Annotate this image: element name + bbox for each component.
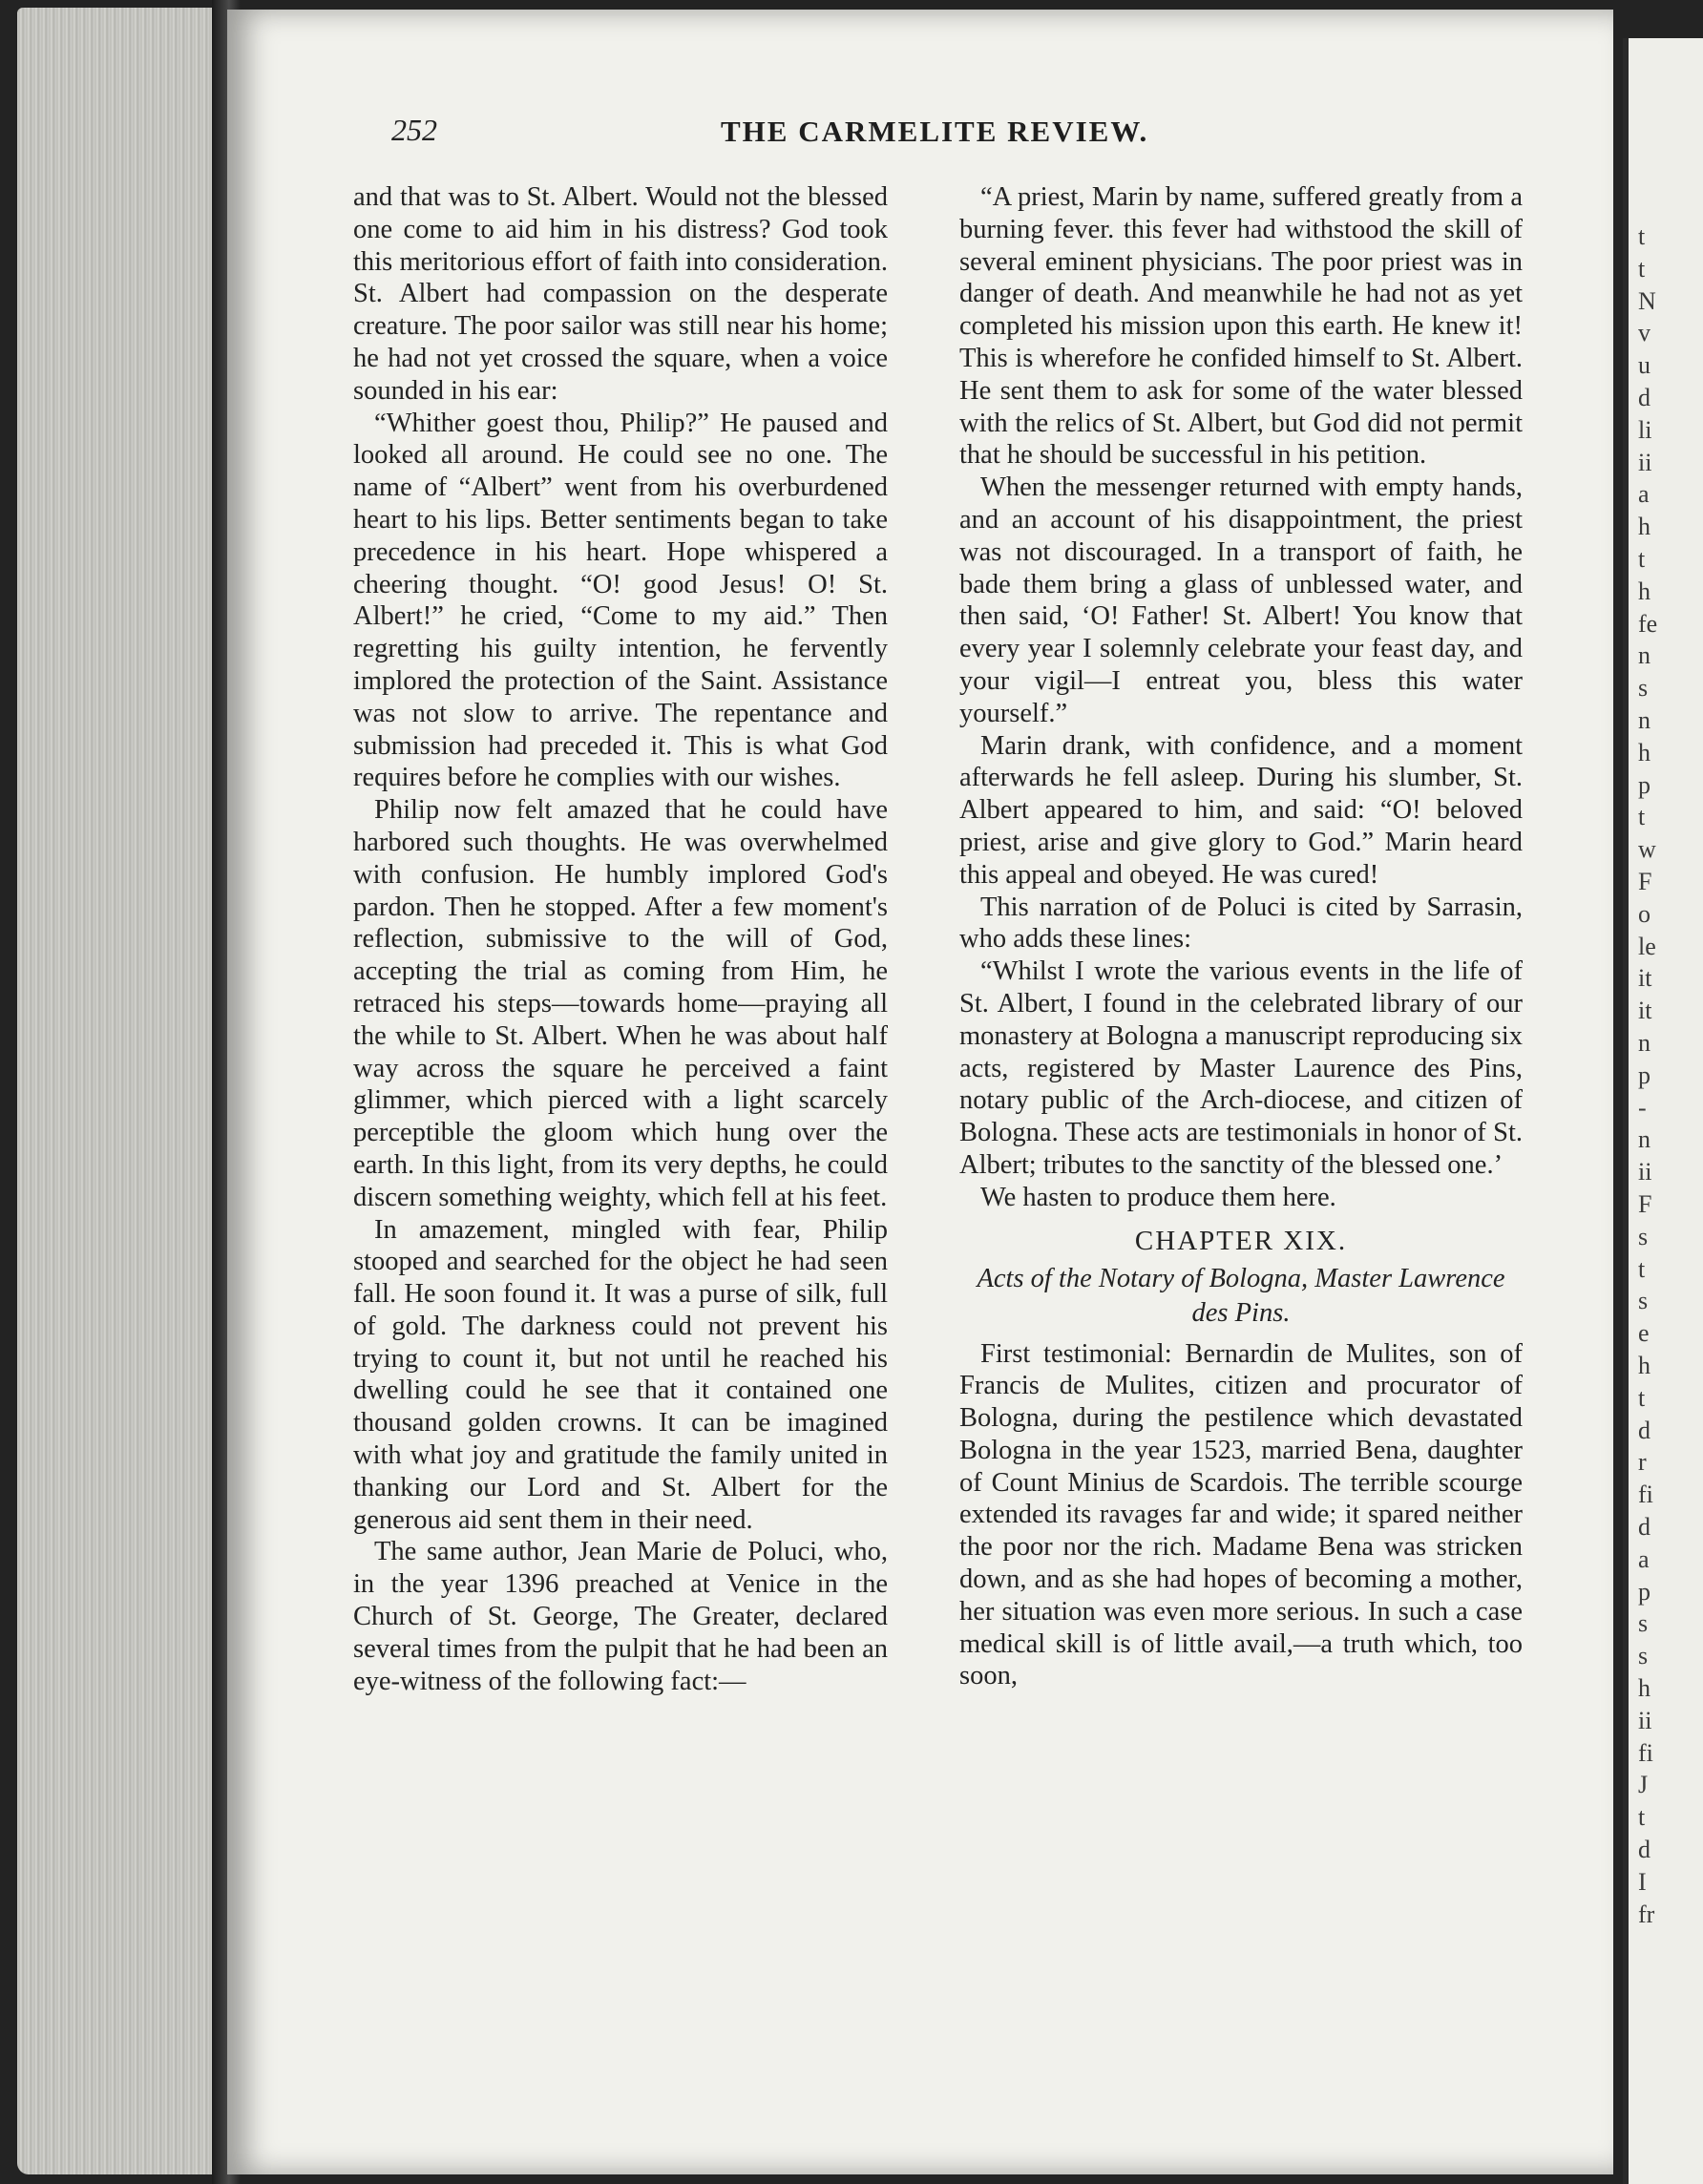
next-page-letter: n <box>1638 1029 1650 1057</box>
next-page-letter: n <box>1638 706 1650 734</box>
paragraph: and that was to St. Albert. Would not the blessed one come to aid him in his distress? God took this meritorious effort of faith into consideration. St. Albert had compassion on the desperate creature. The poor sailor was still near his home; he had not yet crossed the square, when a voice sounded in his ear: <box>353 182 888 406</box>
book-page-edges <box>17 8 218 2174</box>
paragraph: “Whither goest thou, Philip?” He paused and looked all around. He could see no one. The name of “Albert” went from his overburdened heart to his lips. Better sentiments began to take precedence in his heart. Hope whispered a cheering thought. “O! good Jesus! O! St. Albert!” he cried, “Come to my aid.” Then regretting his guilty intention, he fervently implored the protection of the Saint. Assistance was not slow to arrive. The repentance and submission had preceded it. This is what God requires before he complies with our wishes. <box>353 408 888 793</box>
next-page-letter: w <box>1638 835 1656 864</box>
next-page-letter: p <box>1638 770 1650 799</box>
next-page-letter: d <box>1638 384 1650 411</box>
left-text-column <box>353 181 888 1697</box>
next-page-letter: ii <box>1638 1706 1652 1734</box>
next-page-letter: d <box>1638 1513 1650 1541</box>
next-page-letter: h <box>1638 577 1650 605</box>
next-page-letter: it <box>1638 964 1652 993</box>
next-page-letter: I <box>1638 1867 1647 1896</box>
next-page-letter: fi <box>1638 1480 1653 1509</box>
next-page-letter: s <box>1638 1642 1649 1670</box>
next-page-letter: N <box>1638 286 1656 315</box>
chapter-subtitle: Acts of the Notary of Bologna, Master Lawrence des Pins. <box>977 1263 1505 1328</box>
paragraph: First testimonial: Bernardin de Mulites, son of Francis de Mulites, citizen and procurator of Bologna, during the pestilence which devastated Bologna in the year 1523, married Bena, daughter of Count Minius de Scardois. The terrible scourge extended its ravages far and wide; it spared neither the poor nor the rich. Madame Bena was stricken down, and as she had hopes of becoming a mother, her situation was even more serious. In such a case medical skill is of little avail,—a truth which, too soon, <box>959 1338 1523 1691</box>
next-page-letter: s <box>1638 1222 1649 1250</box>
right-text-column <box>959 181 1523 1692</box>
next-page-letter: fi <box>1638 1738 1653 1767</box>
next-page-letter: s <box>1638 674 1649 703</box>
next-page-letter: t <box>1638 1803 1646 1832</box>
next-page-letter: h <box>1638 1352 1650 1379</box>
next-page-letter: t <box>1638 545 1646 573</box>
page-number: 252 <box>391 113 437 147</box>
paragraph: When the messenger returned with empty hands, and an account of his disappointment, the priest was not discouraged. In a transport of faith, he bade them bring a glass of unblessed water, and then said, ‘O! Father! St. Albert! You know that every year I solemnly celebrate your feast day, and your vigil—I entreat you, bless this water yourself.” <box>959 472 1523 728</box>
next-page-letter: p <box>1638 1060 1650 1089</box>
next-page-letter: s <box>1638 1609 1649 1638</box>
next-page-letter: o <box>1638 899 1650 928</box>
next-page-letter: fe <box>1638 609 1658 638</box>
next-page-letter: t <box>1638 254 1646 283</box>
next-page-letter: d <box>1638 1416 1650 1444</box>
paragraph: Marin drank, with confidence, and a moment afterwards he fell asleep. During his slumber, St. Albert appeared to him, and said: “O! beloved priest, arise and give glory to God.” Marin heard this appeal and obeyed. He was cured! <box>959 730 1523 890</box>
next-page-letter: t <box>1638 1254 1646 1283</box>
next-page-letter: v <box>1638 319 1650 347</box>
next-page-letter: n <box>1638 641 1650 670</box>
next-page-letter: ii <box>1638 448 1652 476</box>
next-page-letter: F <box>1638 868 1652 895</box>
paragraph: “Whilst I wrote the various events in the life of St. Albert, I found in the celebrated library of our monastery at Bologna a manuscript reproducing six acts, registered by Master Laurence des Pins, notary public of the Arch-diocese, and citizen of Bologna. These acts are testimonials in honor of St. Albert; tributes to the sanctity of the blessed one.’ <box>959 956 1523 1180</box>
next-page-fragment <box>1623 38 1703 2184</box>
next-page-letter: h <box>1638 513 1650 541</box>
paragraph: The same author, Jean Marie de Poluci, who, in the year 1396 preached at Venice in the Church of St. George, The Greater, declared several times from the pulpit that he had been an eye-witness of the following fact:— <box>353 1537 888 1696</box>
next-page-letter: h <box>1638 1674 1650 1702</box>
next-page-letter: a <box>1638 480 1650 509</box>
chapter-heading: CHAPTER XIX. <box>1134 1225 1348 1256</box>
next-page-letter: d <box>1638 1836 1650 1863</box>
next-page-letter: fr <box>1638 1900 1655 1928</box>
next-page-letter: t <box>1638 1383 1646 1412</box>
next-page-letter: le <box>1638 932 1656 960</box>
next-page-letter: F <box>1638 1190 1652 1218</box>
next-page-letter: e <box>1638 1319 1650 1348</box>
running-title: THE CARMELITE REVIEW. <box>721 115 1149 148</box>
next-page-letter: t <box>1638 803 1646 831</box>
next-page-letter: p <box>1638 1577 1650 1606</box>
next-page-letter: h <box>1638 738 1650 766</box>
next-page-letter: it <box>1638 997 1652 1025</box>
next-page-letter: a <box>1638 1544 1650 1573</box>
next-page-letter: li <box>1638 415 1652 444</box>
next-page-letter: J <box>1638 1771 1649 1799</box>
next-page-letter: u <box>1638 351 1650 380</box>
next-page-letter: t <box>1638 222 1646 250</box>
next-page-letter: - <box>1638 1093 1647 1122</box>
paragraph: This narration of de Poluci is cited by Sarrasin, who adds these lines: <box>959 892 1523 955</box>
paragraph: In amazement, mingled with fear, Philip stooped and searched for the object he had seen fall. He soon found it. It was a purse of silk, full of gold. The darkness could not prevent his trying to count it, but not until he reached his dwelling could he see that it contained one thousand golden crowns. It can be imagined with what joy and gratitude the family united in thanking our Lord and St. Albert for the generous aid sent them in their need. <box>353 1214 888 1535</box>
next-page-letter: s <box>1638 1287 1649 1315</box>
paragraph: Philip now felt amazed that he could have harbored such thoughts. He was overwhelmed with confusion. He humbly implored God's pardon. Then he stopped. After a few moment's reflection, submissive to the will of God, accepting the trial as coming from Him, he retraced his steps—towards home—praying all the while to St. Albert. When he was about half way across the square he perceived a faint glimmer, which pierced with a light scarcely perceptible the gloom which hung over the earth. In this light, from its very depths, he could discern something weighty, which fell at his feet. <box>353 795 888 1212</box>
next-page-letter: n <box>1638 1125 1650 1154</box>
paragraph: “A priest, Marin by name, suffered greatly from a burning fever. this fever had withstood the skill of several eminent physicians. The poor priest was in danger of death. And meanwhile he had not as yet completed his mission upon this earth. He knew it! This is wherefore he confided himself to St. Albert. He sent them to ask for some of the water blessed with the relics of St. Albert, but God did not permit that he should be successful in his petition. <box>959 182 1523 471</box>
next-page-letter: ii <box>1638 1158 1652 1186</box>
next-page-letter: r <box>1638 1448 1647 1477</box>
paragraph: We hasten to produce them here. <box>980 1182 1336 1212</box>
